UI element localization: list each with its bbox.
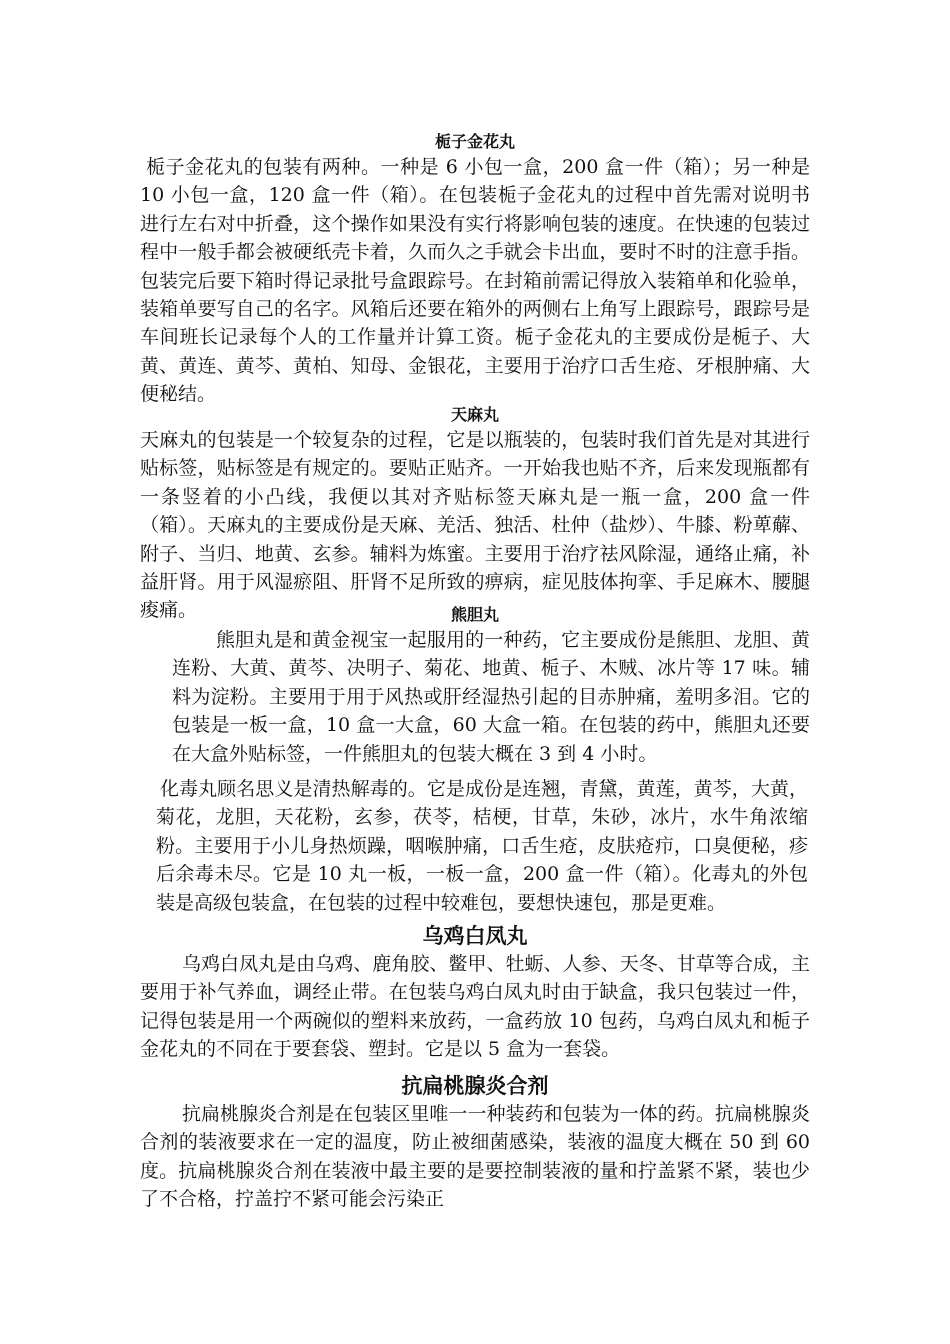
section-title-zhizi: 栀子金花丸: [434, 132, 515, 151]
section-title-xiongdan: 熊胆丸: [450, 605, 499, 624]
section-title-wuji: 乌鸡白凤丸: [422, 924, 528, 948]
section-body-huadu: 化毒丸顾名思义是清热解毒的。它是成份是连翘，青黛，黄莲，黄芩，大黄，菊花，龙胆，天花粉，玄参，茯苓，桔梗，甘草，朱砂，冰片，水牛角浓缩粉。主要用于小儿身热烦躁，咽喉肿痛，口舌生疮，皮肤疮疖，口臭便秘，疹后余毒未尽。它是 10 丸一板，一板一盒，200 盒一件（箱）。化毒丸的外包装是高级包装盒，在包装的过程中较难包，要想快速包，那是更难。: [156, 778, 808, 914]
section-body-xiongdan: 熊胆丸是和黄金视宝一起服用的一种药，它主要成份是熊胆、龙胆、黄连粉、大黄、黄芩、决明子、菊花、地黄、栀子、木贼、冰片等 17 味。辅料为淀粉。主要用于用于风热或肝经湿热引起的目赤肿痛，羞明多泪。它的包装是一板一盒，10 盒一大盒，60 大盒一箱。在包装的药中，熊胆丸还要在大盒外贴标签，一件熊胆丸的包装大概在 3 到 4 小时。: [172, 629, 810, 765]
section-body-kangbian: 抗扁桃腺炎合剂是在包装区里唯一一种装药和包装为一体的药。抗扁桃腺炎合剂的装液要求在一定的温度，防止被细菌感染，装液的温度大概在 50 到 60 度。抗扁桃腺炎合剂在装液中最主要的是要控制装液的量和拧盖紧不紧，装也少了不合格，拧盖拧不紧可能会污染正: [140, 1103, 810, 1211]
section-body-zhizi: 栀子金花丸的包装有两种。一种是 6 小包一盒，200 盒一件（箱）；另一种是 10 小包一盒，120 盒一件（箱）。在包装栀子金花丸的过程中首先需对说明书进行左右对中折叠，这个操作如果没有实行将影响包装的速度。在快速的包装过程中一般手都会被硬纸壳卡着，久而久之手就会卡出血，要时不时的注意手指。包装完后要下箱时得记录批号盒跟踪号。在封箱前需记得放入装箱单和化验单，装箱单要写自己的名字。风箱后还要在箱外的两侧右上角写上跟踪号，跟踪号是车间班长记录每个人的工作量并计算工资。栀子金花丸的主要成份是栀子、大黄、黄连、黄芩、黄柏、知母、金银花，主要用于治疗口舌生疮、牙根肿痛、大便秘结。: [140, 156, 810, 406]
section-title-tianma: 天麻丸: [450, 405, 499, 424]
section-body-tianma: 天麻丸的包装是一个较复杂的过程，它是以瓶装的，包装时我们首先是对其进行贴标签，贴标签是有规定的。要贴正贴齐。一开始我也贴不齐，后来发现瓶都有一条竖着的小凸线，我便以其对齐贴标签天麻丸是一瓶一盒，200 盒一件（箱）。天麻丸的主要成份是天麻、羌活、独活、杜仲（盐炒）、牛膝、粉萆薢、附子、当归、地黄、玄参。辅料为炼蜜。主要用于治疗祛风除湿，通络止痛，补益肝肾。用于风湿瘀阻、肝肾不足所致的痹病，症见肢体拘挛、手足麻木、腰腿痠痛。: [140, 429, 810, 622]
section-body-wuji: 乌鸡白凤丸是由乌鸡、鹿角胶、鳖甲、牡蛎、人参、天冬、甘草等合成，主要用于补气养血，调经止带。在包装乌鸡白凤丸时由于缺盒，我只包装过一件，记得包装是用一个两碗似的塑料来放药，一盒药放 10 包药，乌鸡白凤丸和栀子金花丸的不同在于要套袋、塑封。它是以 5 盒为一套袋。: [140, 953, 810, 1061]
section-title-kangbian: 抗扁桃腺炎合剂: [401, 1074, 549, 1098]
